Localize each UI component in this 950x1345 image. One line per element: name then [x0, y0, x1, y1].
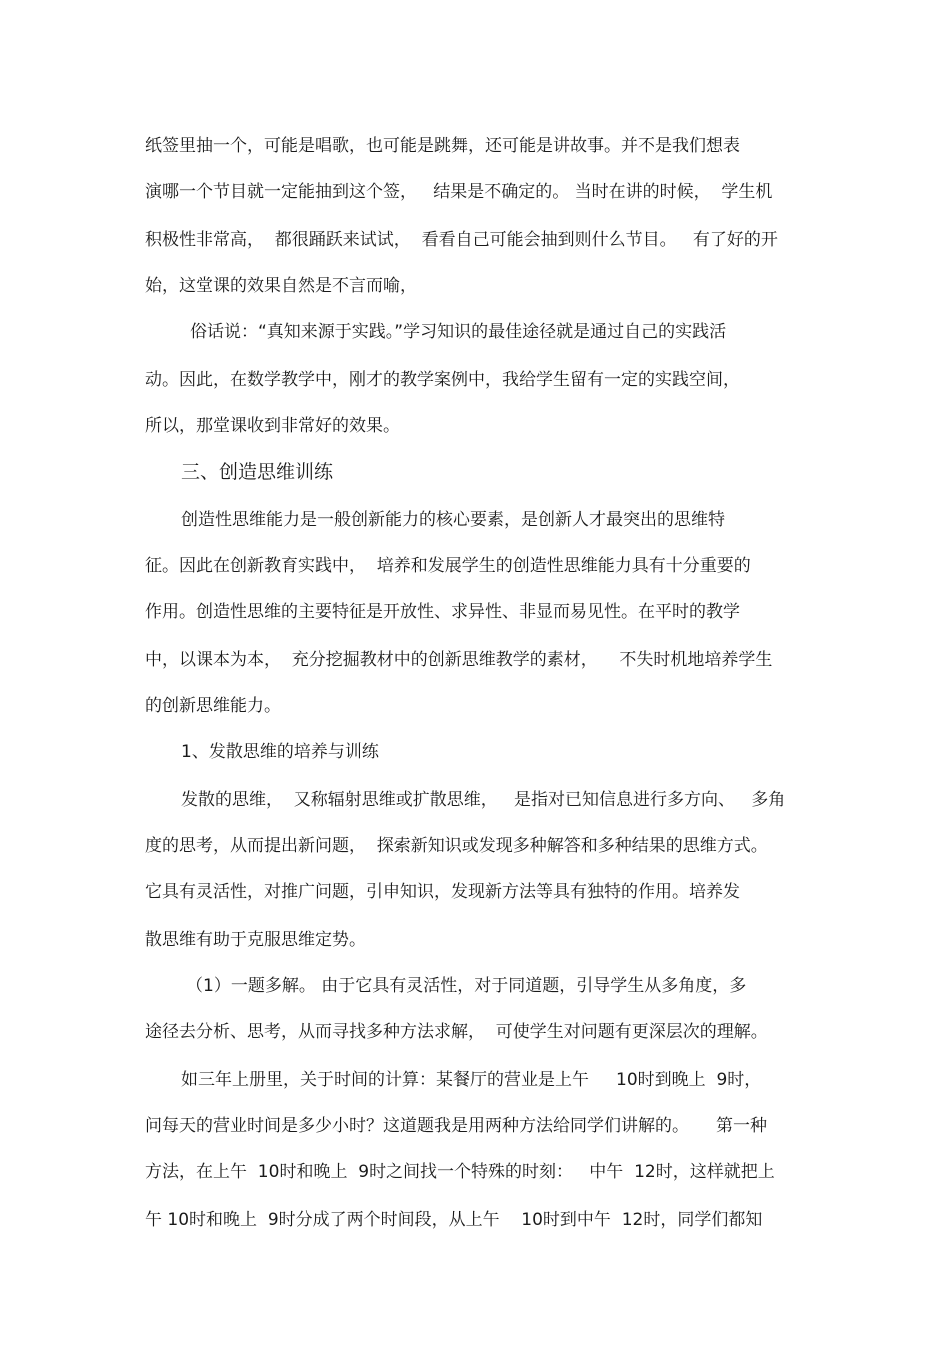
text-line: 度的思考，从而提出新问题， 探索新知识或发现多种解答和多种结果的思维方式。 [145, 836, 768, 856]
text-line: （1）一题多解。 由于它具有灵活性，对于同道题，引导学生从多角度，多 [186, 976, 747, 996]
text-line: 方法，在上午 10时和晚上 9时之间找一个特殊的时刻： 中午 12时，这样就把上 [145, 1162, 775, 1182]
section-heading: 三、创造思维训练 [181, 461, 334, 483]
subsection-heading: 1、发散思维的培养与训练 [181, 742, 379, 762]
text-line: 问每天的营业时间是多少小时？这道题我是用两种方法给同学们讲解的。 第一种 [145, 1116, 768, 1136]
text-line: 它具有灵活性，对推广问题，引申知识，发现新方法等具有独特的作用。培养发 [145, 882, 740, 902]
text-line: 午 10时和晚上 9时分成了两个时间段，从上午 10时到中午 12时，同学们都知 [145, 1210, 763, 1230]
text-line: 征。因此在创新教育实践中， 培养和发展学生的创造性思维能力具有十分重要的 [145, 556, 751, 576]
text-line: 积极性非常高， 都很踊跃来试试， 看看自己可能会抽到则什么节目。 有了好的开 [145, 230, 778, 250]
text-line: 动。因此，在数学教学中，刚才的教学案例中，我给学生留有一定的实践空间， [145, 370, 740, 390]
text-line: 纸签里抽一个，可能是唱歌，也可能是跳舞，还可能是讲故事。并不是我们想表 [145, 136, 740, 156]
text-line: 途径去分析、思考，从而寻找多种方法求解， 可使学生对问题有更深层次的理解。 [145, 1022, 768, 1042]
text-line: 创造性思维能力是一般创新能力的核心要素，是创新人才最突出的思维特 [181, 510, 725, 530]
text-line: 中，以课本为本， 充分挖掘教材中的创新思维教学的素材， 不失时机地培养学生 [145, 650, 773, 670]
text-line: 如三年上册里，关于时间的计算：某餐厅的营业是上午 10时到晚上 9时， [181, 1070, 762, 1090]
text-line: 始，这堂课的效果自然是不言而喻， [145, 276, 417, 296]
text-line: 作用。创造性思维的主要特征是开放性、求异性、非显而易见性。在平时的教学 [145, 602, 740, 622]
text-line: 所以，那堂课收到非常好的效果。 [145, 416, 400, 436]
text-line: 散思维有助于克服思维定势。 [145, 930, 366, 950]
text-line: 俗话说：“真知来源于实践。”学习知识的最佳途径就是通过自己的实践活 [190, 322, 727, 342]
text-line: 的创新思维能力。 [145, 696, 281, 716]
text-line: 发散的思维， 又称辐射思维或扩散思维， 是指对已知信息进行多方向、 多角 [181, 790, 786, 810]
text-line: 演哪一个节目就一定能抽到这个签， 结果是不确定的。 当时在讲的时候， 学生机 [145, 182, 773, 202]
